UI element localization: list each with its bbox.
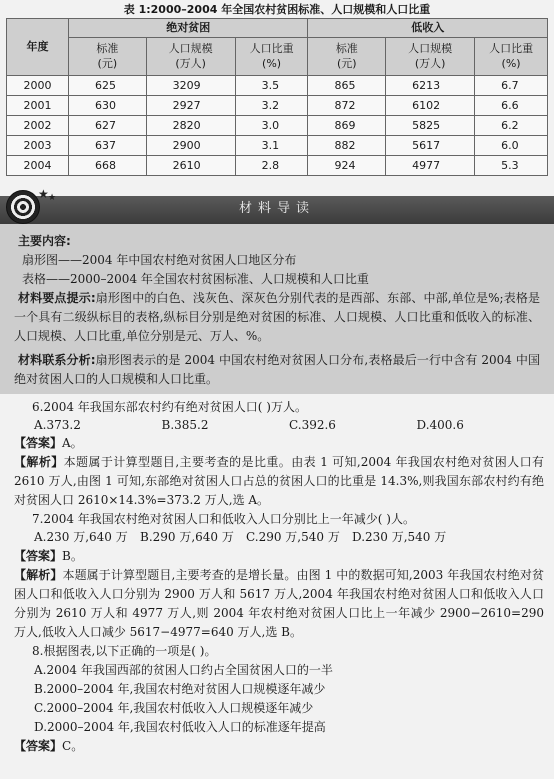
cell-year: 2000 — [7, 76, 69, 96]
question-7-options — [34, 529, 544, 546]
guide-item-table: 表格——2000–2004 年全国农村贫困标准、人口规模和人口比重 — [22, 272, 369, 286]
table-row — [7, 156, 548, 176]
question-6-option-a: A.373.2 — [34, 418, 81, 432]
question-8-stem: 8.根据图表,以下正确的一项是( )。 — [32, 643, 217, 658]
cell-low-standard: 882 — [308, 136, 386, 156]
star-icon: ★ — [38, 187, 49, 201]
cell-abs-ratio: 3.2 — [235, 96, 308, 116]
cell-low-standard: 865 — [308, 76, 386, 96]
question-6-stem: 6.2004 年我国东部农村约有绝对贫困人口( )万人。 — [32, 400, 307, 414]
cell-abs-population: 3209 — [146, 76, 235, 96]
cell-abs-population: 2927 — [146, 96, 235, 116]
link-analysis-text: 扇形图表示的是 2004 中国农村绝对贫困人口分布,表格最后一行中含有 2004 中国绝对贫困人口的人口规模和人口比重。 — [14, 353, 540, 386]
cell-low-ratio: 6.0 — [475, 136, 548, 156]
col-low-standard: 标准 (元) — [308, 38, 386, 76]
cell-low-ratio: 6.2 — [475, 116, 548, 136]
cell-low-standard: 924 — [308, 156, 386, 176]
question-7-option-d: D.230 万,540 万 — [352, 530, 447, 545]
key-points-label: 材料要点提示: — [18, 291, 96, 305]
cell-abs-population: 2900 — [146, 136, 235, 156]
group-low-header: 低收入 — [308, 19, 548, 38]
col-year-header: 年度 — [7, 19, 69, 76]
guide-item-pie: 扇形图——2004 年中国农村绝对贫困人口地区分布 — [22, 253, 297, 267]
question-6-explanation: 【解析】本题属于计算型题目,主要考查的是比重。由表 1 可知,2004 年我国农村绝对贫困人口有 2610 万人,由图 1 可知,东部绝对贫困人口占总的贫困人口的比重是 14.3%,则我国东部农村约有绝对贫困人口 2610×14.3%=373.2 万人,选 A。 — [14, 455, 544, 508]
cell-low-population: 6102 — [386, 96, 475, 116]
cell-low-standard: 869 — [308, 116, 386, 136]
poverty-table — [6, 18, 548, 176]
banner-title: 材料导读 — [238, 201, 315, 216]
cell-abs-standard: 630 — [69, 96, 147, 116]
col-abs-standard: 标准 (元) — [69, 38, 147, 76]
cell-abs-ratio: 3.1 — [235, 136, 308, 156]
cell-year: 2001 — [7, 96, 69, 116]
question-8-option-d: D.2000–2004 年,我国农村低收入人口的标准逐年提高 — [34, 719, 326, 734]
col-low-ratio: 人口比重 (%) — [475, 38, 548, 76]
guide-banner — [0, 187, 554, 224]
question-7-option-a: A.230 万,640 万 — [34, 530, 128, 545]
cell-abs-population: 2820 — [146, 116, 235, 136]
link-analysis — [14, 351, 540, 389]
question-8-option-c: C.2000–2004 年,我国农村低收入人口规模逐年减少 — [34, 700, 314, 715]
col-low-population: 人口规模 (万人) — [386, 38, 475, 76]
col-abs-ratio: 人口比重 (%) — [235, 38, 308, 76]
main-content-heading: 主要内容: — [18, 234, 71, 248]
guide-box — [0, 224, 554, 394]
question-6-option-b: B.385.2 — [161, 418, 209, 432]
question-7-answer: 【答案】B。 — [14, 548, 83, 563]
cell-low-standard: 872 — [308, 96, 386, 116]
table-caption: 表 1:2000–2004 年全国农村贫困标准、人口规模和人口比重 — [123, 3, 431, 16]
cell-abs-ratio: 3.0 — [235, 116, 308, 136]
question-7-stem: 7.2004 年我国农村绝对贫困人口和低收入人口分别比上一年减少( )人。 — [32, 512, 415, 527]
question-8-option-b: B.2000–2004 年,我国农村绝对贫困人口规模逐年减少 — [34, 681, 326, 696]
star-icon: ★ — [48, 193, 57, 203]
questions — [0, 394, 554, 756]
cell-low-ratio: 5.3 — [475, 156, 548, 176]
cell-low-ratio: 6.6 — [475, 96, 548, 116]
cell-low-population: 5825 — [386, 116, 475, 136]
key-points — [14, 289, 540, 346]
cell-low-ratio: 6.7 — [475, 76, 548, 96]
question-7-option-b: B.290 万,640 万 — [140, 530, 234, 545]
cell-year: 2004 — [7, 156, 69, 176]
cell-abs-ratio: 2.8 — [235, 156, 308, 176]
question-7-option-c: C.290 万,540 万 — [246, 530, 340, 545]
question-6-option-d: D.400.6 — [416, 418, 464, 432]
question-8-option-a: A.2004 年我国西部的贫困人口约占全国贫困人口的一半 — [34, 662, 333, 677]
table-row — [7, 76, 548, 96]
key-points-text: 扇形图中的白色、浅灰色、深灰色分别代表的是西部、东部、中部,单位是%;表格是一个具有二级纵标目的表格,纵标目分别是绝对贫困的标准、人口规模、人口比重和低收入的标准、人口规模、人口比重,单位分别是元、万人、%。 — [14, 291, 540, 343]
cell-abs-population: 2610 — [146, 156, 235, 176]
col-abs-population: 人口规模 (万人) — [146, 38, 235, 76]
cell-abs-standard: 637 — [69, 136, 147, 156]
cell-abs-standard: 668 — [69, 156, 147, 176]
question-8-options — [14, 661, 544, 737]
cell-year: 2003 — [7, 136, 69, 156]
cell-low-population: 5617 — [386, 136, 475, 156]
question-6-option-c: C.392.6 — [289, 418, 336, 432]
cell-low-population: 6213 — [386, 76, 475, 96]
question-8-answer: 【答案】C。 — [14, 738, 84, 753]
cell-low-population: 4977 — [386, 156, 475, 176]
question-6-options — [34, 417, 544, 434]
table-row — [7, 116, 548, 136]
question-6-answer: 【答案】A。 — [14, 436, 83, 451]
question-7-explanation: 【解析】本题属于计算型题目,主要考查的是增长量。由图 1 中的数据可知,2003 年我国农村绝对贫困人口和低收入人口分别为 2900 万人和 5617 万人,2004 年我国农村绝对贫困人口和低收入人口分别为 2610 万人和 4977 万人,则 2004 年农村绝对贫困人口比上一年减少 2900−2610=290 万人,低收入人口减少 5617−4977=640 万人,选 B。 — [14, 567, 544, 639]
link-analysis-label: 材料联系分析: — [18, 353, 96, 367]
table-row — [7, 96, 548, 116]
cell-abs-ratio: 3.5 — [235, 76, 308, 96]
cell-abs-standard: 625 — [69, 76, 147, 96]
group-absolute-header: 绝对贫困 — [69, 19, 308, 38]
cell-abs-standard: 627 — [69, 116, 147, 136]
cell-year: 2002 — [7, 116, 69, 136]
table-row — [7, 136, 548, 156]
